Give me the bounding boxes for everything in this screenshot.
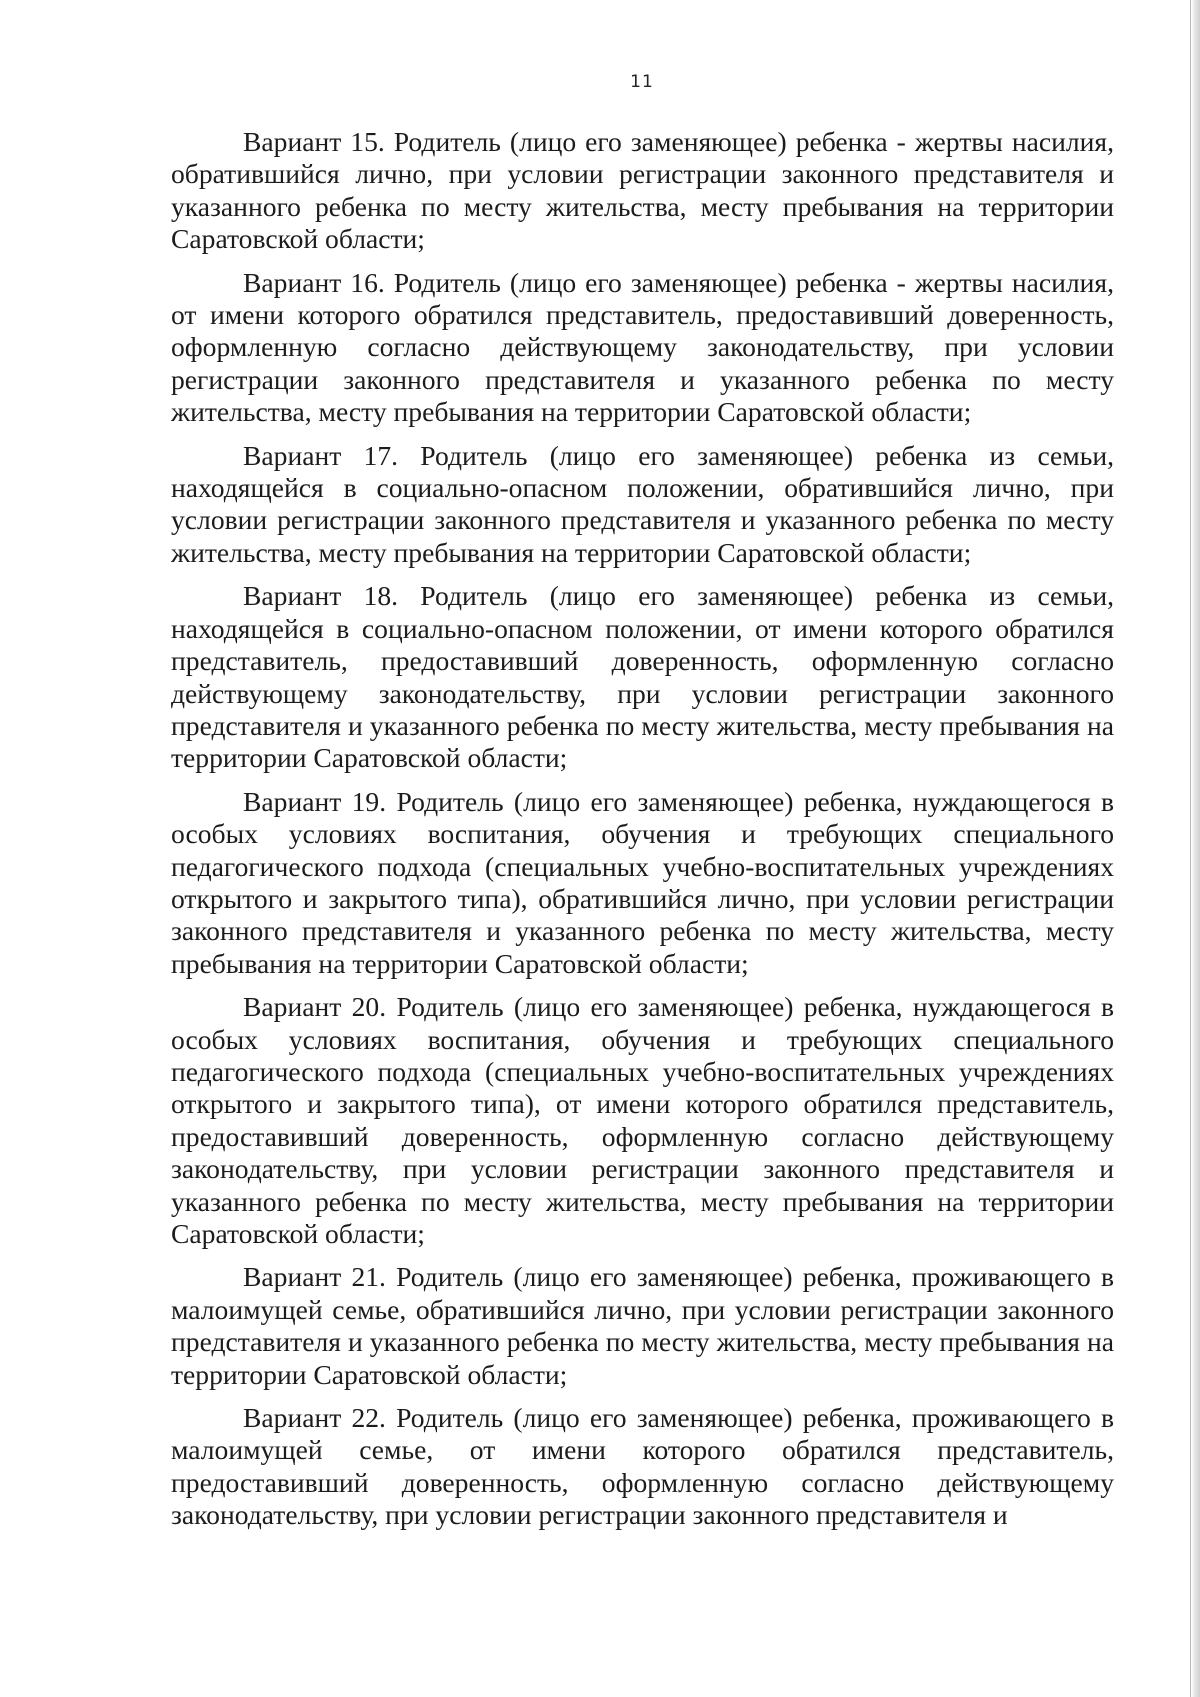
paragraph-variant-20: Вариант 20. Родитель (лицо его заменяющее) ребенка, нуждающегося в особых условиях воспитания, обучения и требующих специального педагогического подхода (специальных учебно-воспитательных учреждениях открытого и закрытого типа), от имени которого обратился представитель, предоставивший доверенность, оформленную согласно действующему законодательству, при условии регистрации законного представителя и указанного ребенка по месту жительства, месту пребывания на территории Саратовской области;: [171, 991, 1114, 1249]
paragraph-variant-16: Вариант 16. Родитель (лицо его заменяющее) ребенка - жертвы насилия, от имени которого обратился представитель, предоставивший доверенность, оформленную согласно действующему законодательству, при условии регистрации законного представителя и указанного ребенка по месту жительства, месту пребывания на территории Саратовской области;: [171, 266, 1114, 428]
paragraph-variant-19: Вариант 19. Родитель (лицо его заменяющее) ребенка, нуждающегося в особых условиях воспитания, обучения и требующих специального педагогического подхода (специальных учебно-воспитательных учреждениях открытого и закрытого типа), обратившийся лично, при условии регистрации законного представителя и указанного ребенка по месту жительства, месту пребывания на территории Саратовской области;: [171, 785, 1114, 979]
paragraph-variant-17: Вариант 17. Родитель (лицо его заменяющее) ребенка из семьи, находящейся в социально-опасном положении, обратившийся лично, при условии регистрации законного представителя и указанного ребенка по месту жительства, месту пребывания на территории Саратовской области;: [171, 439, 1114, 568]
page-right-edge: [1190, 0, 1200, 1697]
paragraph-variant-22: Вариант 22. Родитель (лицо его заменяющее) ребенка, проживающего в малоимущей семье, от имени которого обратился представитель, предоставивший доверенность, оформленную согласно действующему законодательству, при условии регистрации законного представителя и: [171, 1402, 1114, 1531]
document-body: [171, 126, 1114, 1543]
paragraph-variant-18: Вариант 18. Родитель (лицо его заменяющее) ребенка из семьи, находящейся в социально-опасном положении, от имени которого обратился представитель, предоставивший доверенность, оформленную согласно действующему законодательству, при условии регистрации законного представителя и указанного ребенка по месту жительства, месту пребывания на территории Саратовской области;: [171, 580, 1114, 774]
paragraph-variant-15: Вариант 15. Родитель (лицо его заменяющее) ребенка - жертвы насилия, обратившийся лично, при условии регистрации законного представителя и указанного ребенка по месту жительства, месту пребывания на территории Саратовской области;: [171, 126, 1114, 255]
paragraph-variant-21: Вариант 21. Родитель (лицо его заменяющее) ребенка, проживающего в малоимущей семье, обратившийся лично, при условии регистрации законного представителя и указанного ребенка по месту жительства, месту пребывания на территории Саратовской области;: [171, 1261, 1114, 1390]
page-number: 11: [630, 72, 654, 92]
